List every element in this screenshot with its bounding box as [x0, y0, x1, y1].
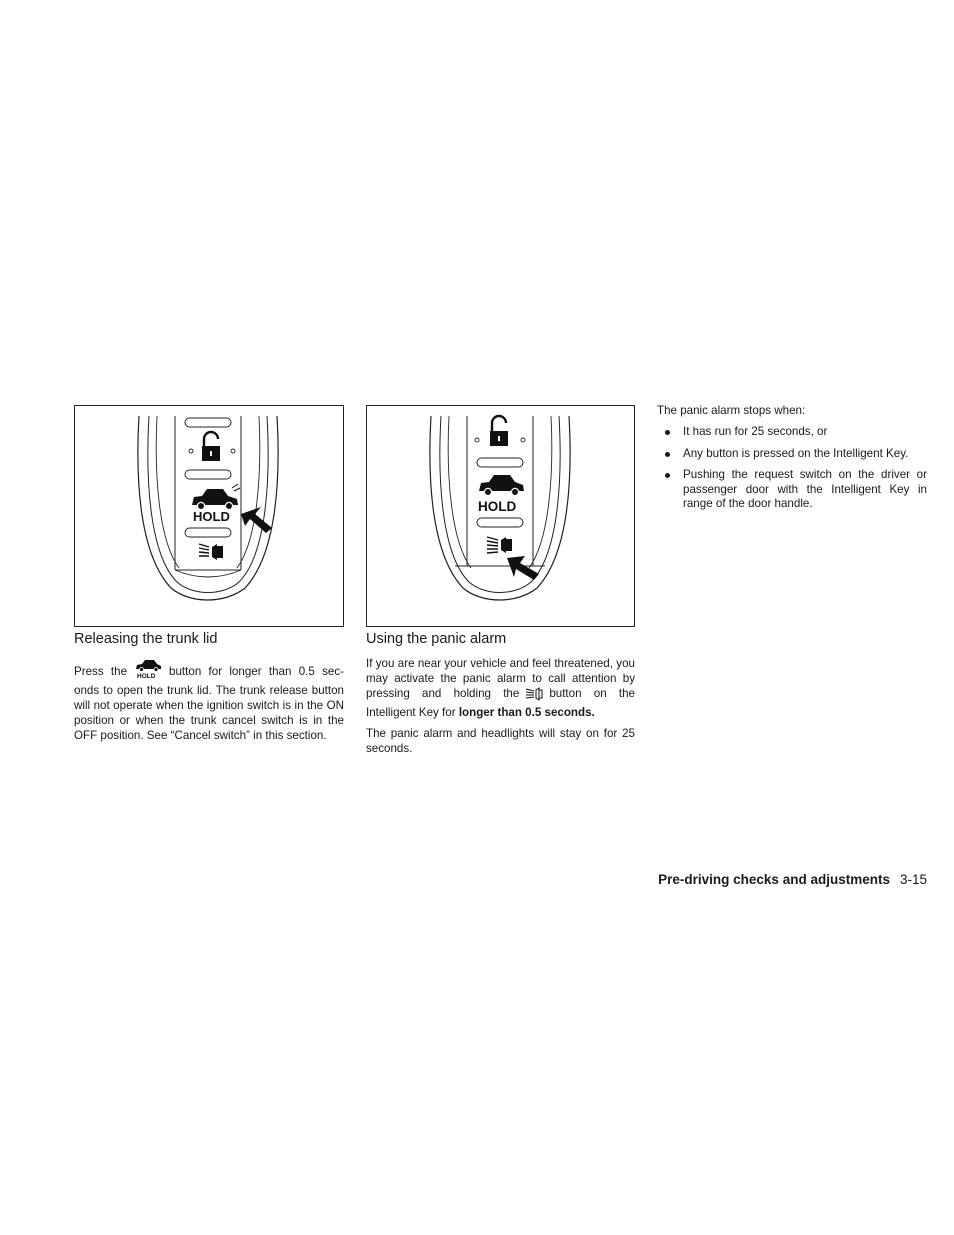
panic-alarm-icon [487, 537, 512, 553]
panic-stop-intro: The panic alarm stops when: [657, 404, 806, 417]
list-item: Pushing the request switch on the driver or passenger door with the Intelligent Key in range of the door handle. [657, 468, 927, 512]
hold-label: HOLD [193, 509, 230, 524]
page-number: 3-15 [899, 872, 927, 887]
trunk-car-icon [479, 475, 524, 496]
hold-label: HOLD [478, 499, 517, 514]
key-fob-illustration-panic [367, 406, 634, 626]
page-footer [658, 872, 927, 887]
list-item: Any button is pressed on the Intelligent Key. [657, 447, 927, 462]
panic-duration-note: The panic alarm and headlights will stay on for 25 seconds. [366, 727, 635, 755]
trunk-hold-icon [133, 659, 163, 683]
section-heading-panic: Using the panic alarm [366, 631, 507, 647]
unlock-icon [490, 416, 508, 446]
panic-instructions: If you are near your vehicle and feel threatened, you may activate the panic alarm to call attention by pressing and holding the button on the Intelligent Key for longer than 0.5 seconds. [366, 657, 635, 719]
footer-section-title: Pre-driving checks and adjustments [658, 872, 890, 887]
bullet-icon [665, 430, 670, 435]
panic-icon [525, 687, 543, 705]
trunk-car-icon [192, 484, 240, 510]
figure-trunk-release [74, 405, 344, 627]
section-heading-trunk: Releasing the trunk lid [74, 631, 218, 647]
list-item: It has run for 25 seconds, or [657, 425, 927, 440]
panic-alarm-icon [199, 544, 223, 560]
bullet-icon [665, 473, 670, 478]
key-fob-illustration-trunk [75, 406, 343, 626]
hold-icon-text: HOLD [137, 673, 156, 679]
unlock-icon [202, 432, 220, 461]
bullet-icon [665, 452, 670, 457]
trunk-instructions: Press the HOLD button for longer than 0.5 sec-onds to open the trunk lid. The trunk release button will not operate when the ignition switch is in the ON position or when the trunk cancel switch is in the OFF position. See “Cancel switch” in this section. [74, 659, 344, 743]
press-arrow-icon [241, 507, 272, 533]
panic-stop-list [657, 425, 927, 519]
figure-panic-alarm [366, 405, 635, 627]
